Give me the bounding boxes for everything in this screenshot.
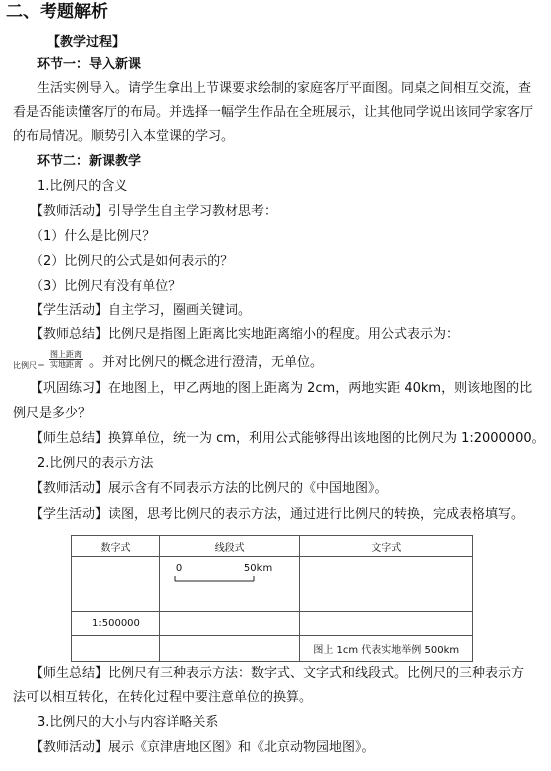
formula-denominator: 实地距离: [50, 360, 82, 369]
line-scale-cell: [159, 557, 300, 612]
scale-start-label: 0: [175, 563, 183, 574]
table-cell: [300, 557, 473, 612]
header-line-segment: 线段式: [159, 536, 300, 557]
scale-end-label: 50km: [243, 563, 273, 574]
section2-title: 环节二：新课教学: [37, 154, 142, 169]
table-header-row: [72, 536, 473, 557]
line-scale-bar: [174, 575, 256, 583]
teacher-activity1: 【教师活动】引导学生自主学习教材思考：: [30, 204, 278, 219]
formula-lhs: 比例尺＝: [13, 361, 45, 370]
section1-paragraph-line1: 生活实例导入。请学生拿出上节课要求绘制的家庭客厅平面图。同桌之间相互交流，查: [37, 81, 532, 96]
practice-line2: 例尺是多少？: [13, 406, 92, 421]
formula-numerator: 图上距离: [50, 350, 82, 359]
student-activity1: 【学生活动】自主学习，圈画关键词。: [30, 303, 252, 318]
process-title: 【教学过程】: [47, 35, 126, 50]
teacher-summary3-line2: 法可以相互转化，在转化过程中要注意单位的换算。: [13, 690, 313, 705]
question3: （3）比例尺有没有单位？: [30, 279, 182, 294]
point2-heading: 2.比例尺的表示方法: [37, 456, 154, 471]
table-cell: [159, 612, 300, 636]
question2: （2）比例尺的公式是如何表示的？: [30, 254, 234, 269]
section1-title: 环节一：导入新课: [37, 57, 142, 72]
teacher-activity3: 【教师活动】展示《京津唐地区图》和《北京动物园地图》。: [30, 740, 375, 755]
table-cell: [72, 557, 160, 612]
section1-paragraph-line3: 的布局情况。顺势引入本堂课的学习。: [13, 129, 235, 144]
section-heading: 二、考题解析: [6, 2, 108, 22]
teacher-summary1-line2: 。并对比例尺的概念进行澄清，无单位。: [89, 355, 324, 370]
header-text: 文字式: [300, 536, 473, 557]
teacher-activity2: 【教师活动】展示含有不同表示方法的比例尺的《中国地图》。: [30, 481, 388, 496]
student-activity2: 【学生活动】读图，思考比例尺的表示方法，通过进行比例尺的转换，完成表格填写。: [30, 507, 525, 522]
scale-formula-fraction: [49, 350, 83, 369]
teacher-summary2: 【师生总结】换算单位，统一为 cm，利用公式能够得出该地图的比例尺为 1:2000000。: [30, 431, 545, 446]
scale-table: [71, 535, 473, 662]
table-cell: [300, 612, 473, 636]
table-cell-numeric: 1:500000: [72, 612, 160, 636]
point3-heading: 3.比例尺的大小与内容详略关系: [37, 715, 219, 730]
table-cell: [159, 636, 300, 662]
teacher-summary3-line1: 【师生总结】比例尺有三种表示方法：数字式、文字式和线段式。比例尺的三种表示方: [30, 666, 525, 681]
section1-paragraph-line2: 看是否能读懂客厅的布局。并选择一幅学生作品在全班展示，让其他同学说出该同学家客厅: [13, 105, 534, 120]
table-row: [72, 612, 473, 636]
question1: （1）什么是比例尺？: [30, 229, 156, 244]
table-row: [72, 636, 473, 662]
table-cell: [72, 636, 160, 662]
practice-line1: 【巩固练习】在地图上，甲乙两地的图上距离为 2cm，两地实距 40km，则该地图的比: [30, 381, 533, 396]
header-numeric: 数字式: [72, 536, 160, 557]
table-row: [72, 557, 473, 612]
teacher-summary1-line1: 【教师总结】比例尺是指图上距离比实地距离缩小的程度。用公式表示为：: [30, 327, 460, 342]
point1-heading: 1.比例尺的含义: [37, 179, 128, 194]
table-cell-text: 图上 1cm 代表实地举例 500km: [300, 636, 473, 662]
